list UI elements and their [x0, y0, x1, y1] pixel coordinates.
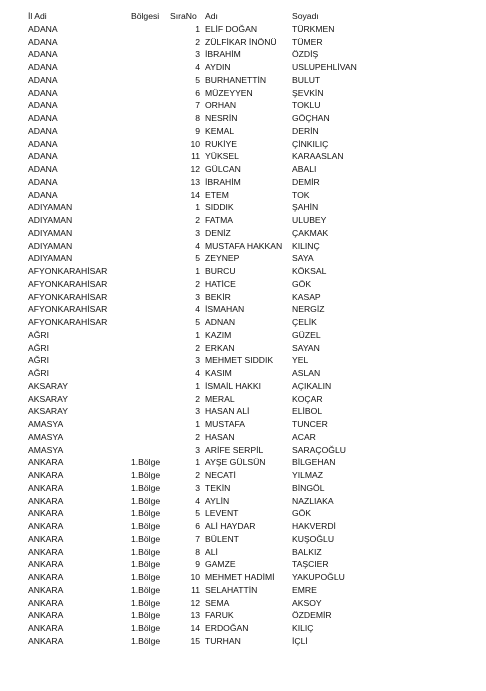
table-row [0, 418, 486, 431]
cell-sira: 1 [195, 419, 200, 429]
cell-sira: 3 [195, 49, 200, 60]
cell-sira: 5 [195, 317, 200, 327]
cell-soyadi: KILINÇ [292, 240, 320, 251]
cell-adi: HATİCE [205, 278, 236, 289]
cell-sira: 14 [190, 623, 200, 633]
table-row [0, 303, 486, 316]
table-row [0, 329, 486, 342]
cell-il: ANKARA [28, 521, 64, 531]
table-row [0, 431, 486, 444]
cell-il: ANKARA [28, 533, 64, 544]
cell-sira: 6 [195, 87, 200, 98]
table-row [0, 342, 486, 355]
cell-adi: MÜZEYYEN [205, 87, 253, 98]
cell-il: AĞRI [28, 342, 50, 353]
table-row [0, 482, 486, 495]
cell-adi: ORHAN [205, 100, 237, 111]
cell-bolge: 1.Bölge [131, 533, 161, 544]
cell-soyadi: ABALI [292, 164, 317, 174]
cell-adi: İBRAHİM [205, 176, 241, 187]
cell-il: ADANA [28, 74, 58, 85]
cell-il: AKSARAY [28, 393, 68, 404]
cell-il: AFYONKARAHİSAR [28, 278, 108, 289]
cell-adi: DENİZ [205, 227, 231, 238]
cell-adi: BÜLENT [205, 533, 239, 544]
cell-adi: ALİ [205, 546, 218, 557]
cell-sira: 4 [195, 62, 200, 72]
table-row [0, 23, 486, 36]
cell-il: ADANA [28, 62, 58, 72]
cell-adi: NESRİN [205, 113, 238, 123]
cell-il: ADIYAMAN [28, 240, 73, 251]
cell-adi: İSMAHAN [205, 304, 245, 315]
cell-bolge: 1.Bölge [131, 610, 161, 621]
cell-il: ADANA [28, 125, 58, 136]
cell-il: AFYONKARAHİSAR [28, 304, 108, 315]
cell-soyadi: ÖZDİŞ [292, 49, 319, 60]
cell-bolge: 1.Bölge [131, 635, 161, 646]
cell-bolge: 1.Bölge [131, 597, 161, 608]
cell-soyadi: SAYAN [292, 342, 320, 353]
candidate-table [0, 10, 486, 648]
cell-adi: BEKİR [205, 291, 231, 302]
table-row [0, 597, 486, 610]
table-row [0, 533, 486, 546]
table-row [0, 558, 486, 571]
cell-soyadi: GÖÇHAN [292, 113, 330, 123]
cell-sira: 12 [190, 164, 200, 174]
cell-il: AMASYA [28, 431, 64, 442]
cell-adi: AYŞE GÜLSÜN [205, 457, 266, 468]
cell-sira: 6 [195, 521, 200, 531]
cell-adi: SEMA [205, 597, 230, 608]
cell-adi: ZÜLFİKAR İNÖNÜ [205, 36, 277, 47]
cell-sira: 4 [195, 495, 200, 506]
table-row [0, 520, 486, 533]
header-adi: Adı [205, 11, 218, 21]
cell-adi: LEVENT [205, 508, 239, 519]
cell-sira: 1 [195, 202, 200, 213]
cell-sira: 3 [195, 444, 200, 455]
cell-sira: 14 [190, 189, 200, 200]
cell-sira: 5 [195, 74, 200, 85]
cell-soyadi: DERİN [292, 125, 319, 136]
cell-adi: GÜLCAN [205, 164, 241, 174]
cell-sira: 8 [195, 546, 200, 557]
cell-bolge: 1.Bölge [131, 495, 161, 506]
table-row [0, 150, 486, 163]
cell-sira: 3 [195, 482, 200, 493]
cell-bolge: 1.Bölge [131, 559, 161, 570]
cell-sira: 2 [195, 215, 200, 225]
cell-il: ADANA [28, 36, 58, 47]
cell-sira: 11 [191, 584, 200, 595]
cell-soyadi: ÇAKMAK [292, 227, 329, 238]
cell-adi: BURHANETTİN [205, 74, 267, 85]
table-row [0, 163, 486, 176]
cell-soyadi: AKSOY [292, 597, 322, 608]
cell-soyadi: ÇİNKILIÇ [292, 138, 329, 149]
table-row [0, 265, 486, 278]
cell-adi: KAZIM [205, 329, 232, 340]
cell-adi: ADNAN [205, 317, 236, 327]
cell-sira: 12 [190, 597, 200, 608]
cell-il: ANKARA [28, 623, 64, 633]
cell-adi: İBRAHİM [205, 49, 241, 60]
cell-sira: 2 [195, 342, 200, 353]
table-body [0, 23, 486, 648]
cell-il: ANKARA [28, 546, 64, 557]
cell-adi: MEHMET HADİMİ [205, 572, 275, 582]
cell-soyadi: KÖKSAL [292, 266, 327, 276]
cell-adi: MEHMET SIDDIK [205, 355, 274, 366]
cell-il: ADANA [28, 176, 58, 187]
table-row [0, 380, 486, 393]
cell-soyadi: BİNGÖL [292, 482, 325, 493]
cell-sira: 4 [195, 240, 200, 251]
cell-soyadi: USLUPEHLİVAN [292, 62, 357, 72]
cell-adi: ETEM [205, 189, 229, 200]
table-row [0, 507, 486, 520]
cell-il: ADIYAMAN [28, 253, 73, 264]
cell-bolge: 1.Bölge [131, 623, 161, 633]
table-row [0, 469, 486, 482]
cell-adi: RUKİYE [205, 138, 237, 149]
cell-adi: ZEYNEP [205, 253, 240, 264]
cell-sira: 8 [195, 113, 200, 123]
cell-sira: 9 [195, 125, 200, 136]
cell-soyadi: SARAÇOĞLU [292, 444, 346, 455]
cell-sira: 2 [195, 393, 200, 404]
cell-il: ANKARA [28, 635, 64, 646]
cell-il: AMASYA [28, 419, 64, 429]
cell-adi: TURHAN [205, 635, 241, 646]
table-row [0, 278, 486, 291]
cell-il: AMASYA [28, 444, 64, 455]
cell-soyadi: TAŞCIER [292, 559, 329, 570]
cell-adi: YÜKSEL [205, 151, 239, 162]
cell-sira: 3 [195, 227, 200, 238]
cell-bolge: 1.Bölge [131, 521, 161, 531]
cell-il: ANKARA [28, 597, 64, 608]
cell-adi: MUSTAFA HAKKAN [205, 240, 283, 251]
cell-soyadi: ÖZDEMİR [292, 610, 332, 621]
cell-soyadi: TÜRKMEN [292, 23, 335, 34]
cell-soyadi: ASLAN [292, 368, 321, 378]
cell-adi: ELİF DOĞAN [205, 23, 258, 34]
cell-sira: 5 [195, 508, 200, 519]
cell-il: ANKARA [28, 559, 64, 570]
cell-il: AKSARAY [28, 406, 68, 417]
cell-soyadi: GÖK [292, 508, 312, 519]
table-row [0, 61, 486, 74]
cell-bolge: 1.Bölge [131, 572, 161, 582]
cell-sira: 3 [195, 406, 200, 417]
cell-bolge: 1.Bölge [131, 508, 161, 519]
cell-adi: SELAHATTİN [205, 584, 258, 595]
cell-il: ANKARA [28, 584, 64, 595]
cell-il: AFYONKARAHİSAR [28, 317, 108, 327]
table-row [0, 138, 486, 151]
cell-sira: 7 [195, 533, 200, 544]
cell-soyadi: ŞEVKİN [292, 87, 324, 98]
cell-il: ADANA [28, 189, 58, 200]
table-header [0, 10, 486, 23]
cell-soyadi: ÇELİK [292, 317, 317, 327]
table-row [0, 546, 486, 559]
cell-soyadi: İÇLİ [292, 635, 308, 646]
cell-adi: AYLİN [205, 495, 230, 506]
cell-bolge: 1.Bölge [131, 470, 161, 480]
cell-sira: 15 [190, 635, 200, 646]
cell-bolge: 1.Bölge [131, 457, 161, 468]
cell-il: ANKARA [28, 572, 64, 582]
cell-soyadi: TOK [292, 189, 310, 200]
table-row [0, 354, 486, 367]
cell-sira: 1 [195, 380, 200, 391]
table-row [0, 635, 486, 648]
header-soyadi: Soyadı [292, 11, 319, 21]
table-row [0, 99, 486, 112]
table-row [0, 495, 486, 508]
table-row [0, 87, 486, 100]
table-row [0, 125, 486, 138]
table-row [0, 405, 486, 418]
table-row [0, 291, 486, 304]
cell-soyadi: ULUBEY [292, 215, 327, 225]
cell-adi: HASAN [205, 431, 235, 442]
cell-adi: KASIM [205, 368, 232, 378]
cell-soyadi: TOKLU [292, 100, 321, 111]
table-row [0, 444, 486, 457]
cell-sira: 2 [195, 278, 200, 289]
cell-soyadi: TUNCER [292, 419, 328, 429]
cell-il: ADANA [28, 164, 58, 174]
header-sira: SıraNo [170, 11, 197, 21]
cell-sira: 7 [195, 100, 200, 111]
cell-sira: 13 [190, 610, 200, 621]
cell-soyadi: NERGİZ [292, 304, 325, 315]
cell-adi: FARUK [205, 610, 234, 621]
cell-soyadi: ELİBOL [292, 406, 323, 417]
cell-adi: ALİ HAYDAR [205, 521, 256, 531]
cell-sira: 4 [195, 304, 200, 315]
table-row [0, 201, 486, 214]
cell-sira: 9 [195, 559, 200, 570]
cell-soyadi: TÜMER [292, 36, 323, 47]
table-row [0, 214, 486, 227]
cell-adi: İSMAİL HAKKI [205, 380, 262, 391]
cell-soyadi: HAKVERDİ [292, 521, 336, 531]
table-row [0, 456, 486, 469]
table-row [0, 622, 486, 635]
cell-bolge: 1.Bölge [131, 584, 161, 595]
table-row [0, 112, 486, 125]
cell-sira: 13 [190, 176, 200, 187]
cell-adi: BURCU [205, 266, 236, 276]
cell-sira: 3 [195, 355, 200, 366]
table-row [0, 227, 486, 240]
cell-soyadi: GÜZEL [292, 329, 321, 340]
table-row [0, 316, 486, 329]
cell-il: ADANA [28, 49, 58, 60]
cell-adi: AYDIN [205, 62, 231, 72]
cell-soyadi: BİLGEHAN [292, 457, 336, 468]
cell-il: AĞRI [28, 368, 50, 378]
cell-soyadi: ŞAHİN [292, 202, 319, 213]
cell-il: ADIYAMAN [28, 202, 73, 213]
cell-sira: 2 [195, 431, 200, 442]
cell-adi: MERAL [205, 393, 235, 404]
cell-sira: 1 [195, 23, 200, 34]
cell-adi: NECATİ [205, 470, 236, 480]
cell-soyadi: DEMİR [292, 176, 320, 187]
cell-il: ADIYAMAN [28, 215, 73, 225]
header-il: İl Adi [28, 11, 47, 21]
header-bolge: Bölgesi [131, 11, 160, 21]
cell-il: ANKARA [28, 508, 64, 519]
cell-adi: FATMA [205, 215, 234, 225]
cell-sira: 4 [195, 368, 200, 378]
table-row [0, 571, 486, 584]
cell-soyadi: KOÇAR [292, 393, 323, 404]
cell-adi: ERDOĞAN [205, 623, 249, 633]
cell-il: ANKARA [28, 495, 64, 506]
cell-il: AĞRI [28, 329, 50, 340]
cell-sira: 3 [195, 291, 200, 302]
cell-il: AĞRI [28, 355, 50, 366]
cell-sira: 10 [190, 572, 200, 582]
cell-adi: ERKAN [205, 342, 235, 353]
cell-soyadi: KARAASLAN [292, 151, 344, 162]
cell-adi: GAMZE [205, 559, 236, 570]
cell-adi: MUSTAFA [205, 419, 245, 429]
table-row [0, 189, 486, 202]
table-row [0, 609, 486, 622]
table-row [0, 176, 486, 189]
cell-il: AFYONKARAHİSAR [28, 291, 108, 302]
cell-soyadi: KUŞOĞLU [292, 533, 335, 544]
cell-il: ADANA [28, 87, 58, 98]
cell-sira: 1 [195, 457, 200, 468]
cell-il: AKSARAY [28, 380, 68, 391]
cell-il: ADANA [28, 23, 58, 34]
cell-soyadi: NAZLIAKA [292, 495, 334, 506]
cell-soyadi: BALKIZ [292, 546, 322, 557]
table-row [0, 367, 486, 380]
cell-bolge: 1.Bölge [131, 482, 161, 493]
cell-soyadi: ACAR [292, 431, 316, 442]
cell-il: ANKARA [28, 482, 64, 493]
cell-soyadi: SAYA [292, 253, 314, 264]
cell-adi: HASAN ALİ [205, 406, 250, 417]
table-row [0, 74, 486, 87]
cell-il: ADANA [28, 113, 58, 123]
cell-sira: 2 [195, 470, 200, 480]
cell-soyadi: EMRE [292, 584, 317, 595]
cell-soyadi: YEL [292, 355, 309, 366]
cell-soyadi: KASAP [292, 291, 321, 302]
cell-il: ANKARA [28, 610, 64, 621]
cell-il: ANKARA [28, 457, 64, 468]
cell-sira: 5 [195, 253, 200, 264]
cell-sira: 2 [195, 36, 200, 47]
table-row [0, 252, 486, 265]
cell-soyadi: YILMAZ [292, 470, 324, 480]
cell-soyadi: KILIÇ [292, 623, 314, 633]
cell-adi: SIDDIK [205, 202, 234, 213]
cell-soyadi: YAKUPOĞLU [292, 572, 345, 582]
cell-il: ADANA [28, 151, 58, 162]
table-row [0, 240, 486, 253]
cell-il: ANKARA [28, 470, 64, 480]
cell-il: ADANA [28, 138, 58, 149]
cell-adi: KEMAL [205, 125, 235, 136]
cell-sira: 1 [195, 329, 200, 340]
cell-il: ADANA [28, 100, 58, 111]
cell-adi: ARİFE SERPİL [205, 444, 264, 455]
table-row [0, 48, 486, 61]
cell-soyadi: GÖK [292, 278, 312, 289]
cell-adi: TEKİN [205, 482, 231, 493]
cell-il: AFYONKARAHİSAR [28, 266, 108, 276]
table-row [0, 393, 486, 406]
cell-sira: 11 [191, 151, 200, 162]
table-row [0, 36, 486, 49]
cell-soyadi: BULUT [292, 74, 321, 85]
cell-sira: 10 [190, 138, 200, 149]
cell-sira: 1 [195, 266, 200, 276]
cell-il: ADIYAMAN [28, 227, 73, 238]
table-row [0, 584, 486, 597]
cell-bolge: 1.Bölge [131, 546, 161, 557]
cell-soyadi: AÇIKALIN [292, 380, 332, 391]
